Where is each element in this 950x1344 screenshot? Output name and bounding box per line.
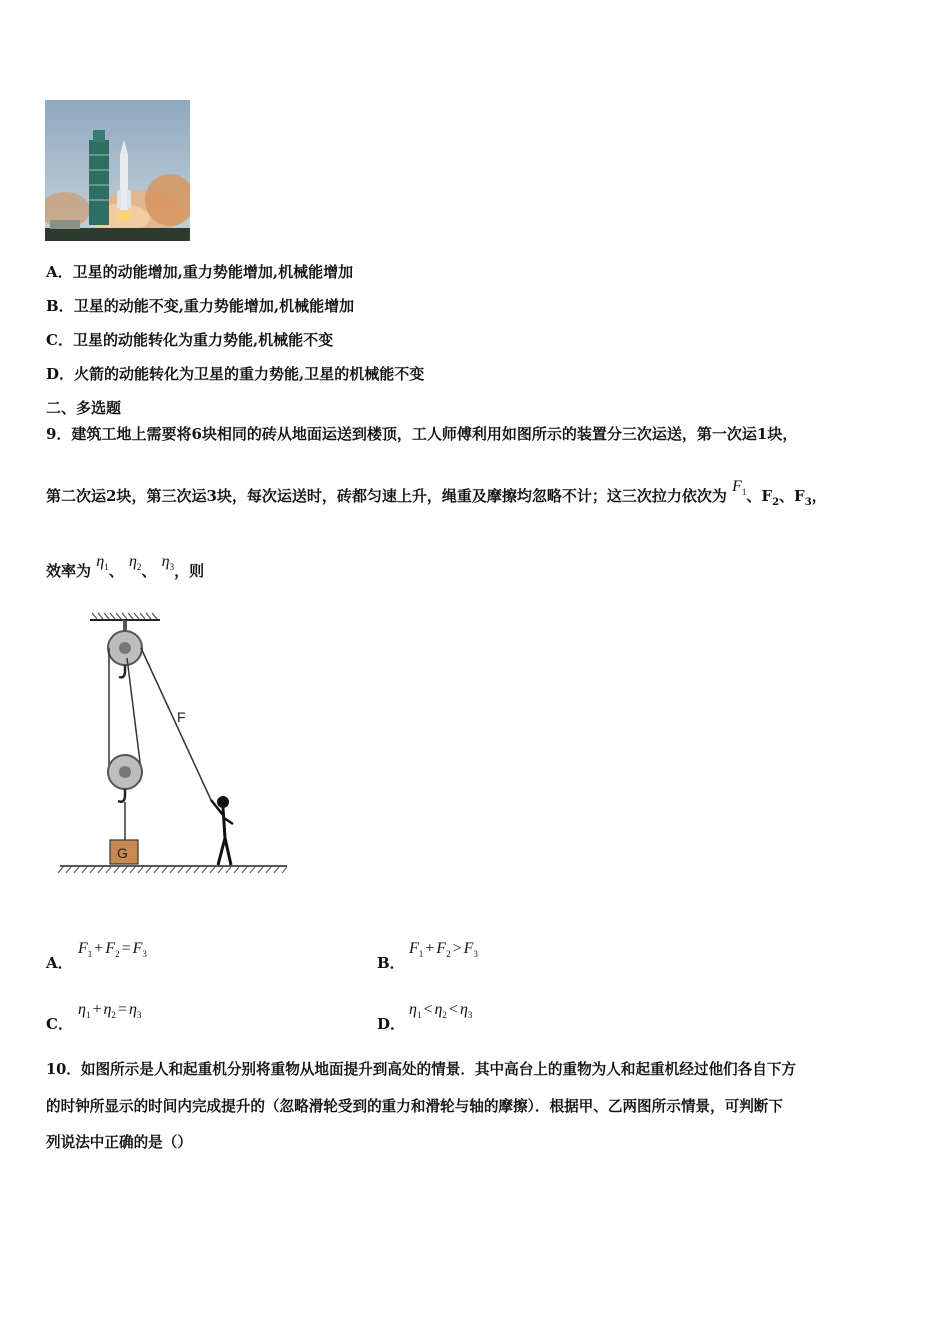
term-subscript: 2 bbox=[115, 949, 120, 960]
option-letter: C． bbox=[46, 1015, 73, 1033]
operator: < bbox=[423, 1001, 433, 1018]
question10-line2: 的时钟所显示的时间内完成提升的（忽略滑轮受到的重力和滑轮与轴的摩擦）．根据甲、乙两图所示情景，可判断下 bbox=[46, 1098, 783, 1115]
question9-line3 bbox=[46, 553, 205, 582]
term: η bbox=[128, 1001, 137, 1018]
term: η bbox=[409, 1001, 417, 1018]
rocket-launch-photo bbox=[45, 100, 190, 241]
eta-subscript: 1 bbox=[104, 562, 109, 573]
option-letter: A． bbox=[46, 954, 73, 972]
option-letter: C． bbox=[46, 331, 73, 349]
f1-subscript: 1 bbox=[741, 487, 747, 498]
eta2 bbox=[128, 553, 142, 573]
term: η bbox=[78, 1001, 86, 1018]
option-d bbox=[46, 363, 424, 384]
f3-subscript: 3 bbox=[804, 497, 812, 508]
f3-prefix: 、F bbox=[779, 487, 805, 505]
q9-option-a bbox=[46, 940, 376, 970]
option-c-expression bbox=[78, 1001, 141, 1020]
force-f1 bbox=[732, 478, 747, 498]
option-text: 卫星的动能不变,重力势能增加,机械能增加 bbox=[73, 297, 355, 315]
term: η bbox=[434, 1001, 443, 1018]
option-letter: B． bbox=[377, 954, 405, 972]
rocket-launch-illustration bbox=[45, 100, 190, 241]
weight-label: G bbox=[117, 845, 128, 861]
line2-end: ， bbox=[811, 487, 827, 505]
eta-subscript: 3 bbox=[169, 562, 175, 573]
question9-line2 bbox=[46, 478, 827, 508]
eta-symbol: η bbox=[96, 553, 105, 570]
eta-symbol: η bbox=[128, 553, 137, 570]
eta3 bbox=[161, 553, 175, 573]
term: η bbox=[459, 1001, 468, 1018]
eta-symbol: η bbox=[161, 553, 170, 570]
operator: > bbox=[452, 940, 462, 957]
section-title: 二、多选题 bbox=[46, 399, 122, 417]
term-subscript: 1 bbox=[416, 1010, 422, 1021]
term-subscript: 3 bbox=[136, 1010, 142, 1021]
efficiency-label: 效率为 bbox=[46, 562, 92, 580]
term-subscript: 3 bbox=[142, 949, 147, 960]
term-subscript: 2 bbox=[446, 949, 451, 960]
q9-option-b bbox=[377, 940, 707, 970]
term: F bbox=[463, 940, 474, 957]
term: F bbox=[132, 940, 143, 957]
option-d-expression bbox=[409, 1001, 472, 1020]
question9-line2-text: 第二次运2块，第三次运3块，每次运送时，砖都匀速上升，绳重及摩擦均忽略不计；这三次拉力依次为 bbox=[46, 487, 727, 505]
pulley-system-illustration bbox=[55, 610, 295, 875]
pulley-diagram bbox=[55, 610, 295, 875]
term-subscript: 3 bbox=[467, 1010, 473, 1021]
q9-option-c bbox=[46, 1001, 376, 1031]
operator: = bbox=[121, 940, 131, 957]
operator: + bbox=[94, 940, 104, 957]
term: η bbox=[103, 1001, 112, 1018]
f2-prefix: 、F bbox=[746, 487, 773, 505]
term-subscript: 1 bbox=[85, 1010, 91, 1021]
operator: + bbox=[425, 940, 435, 957]
f2-subscript: 2 bbox=[772, 497, 780, 508]
separator: 、 bbox=[108, 562, 124, 580]
term: F bbox=[436, 940, 447, 957]
option-a bbox=[46, 261, 353, 282]
operator: = bbox=[117, 1001, 127, 1018]
question10-line3: 列说法中正确的是（） bbox=[46, 1134, 192, 1151]
term: F bbox=[78, 940, 88, 957]
option-text: 火箭的动能转化为卫星的重力势能,卫星的机械能不变 bbox=[74, 365, 425, 383]
option-text: 卫星的动能增加,重力势能增加,机械能增加 bbox=[72, 263, 354, 281]
force-label: F bbox=[177, 709, 186, 725]
option-b bbox=[46, 295, 354, 316]
question10-line1: 10．如图所示是人和起重机分别将重物从地面提升到高处的情景．其中高台上的重物为人和起重机经过他们各自下方 bbox=[46, 1061, 797, 1078]
option-a-expression bbox=[78, 940, 147, 959]
term-subscript: 1 bbox=[418, 949, 424, 960]
option-letter: D． bbox=[377, 1015, 406, 1033]
question9-line1: 9．建筑工地上需要将6块相同的砖从地面运送到楼顶，工人师傅利用如图所示的装置分三次运送，第一次运1块， bbox=[46, 425, 798, 443]
option-c bbox=[46, 329, 333, 350]
term-subscript: 1 bbox=[87, 949, 93, 960]
term: F bbox=[105, 940, 116, 957]
operator: + bbox=[92, 1001, 102, 1018]
term-subscript: 3 bbox=[473, 949, 478, 960]
eta1 bbox=[96, 553, 109, 573]
option-letter: D． bbox=[46, 365, 75, 383]
option-letter: A． bbox=[46, 263, 73, 281]
term-subscript: 2 bbox=[442, 1010, 447, 1021]
separator: 、 bbox=[141, 562, 157, 580]
f1-symbol: F bbox=[732, 478, 742, 495]
operator: < bbox=[448, 1001, 458, 1018]
line3-end: ，则 bbox=[174, 562, 205, 580]
term: F bbox=[409, 940, 419, 957]
option-text: 卫星的动能转化为重力势能,机械能不变 bbox=[72, 331, 334, 349]
term-subscript: 2 bbox=[111, 1010, 116, 1021]
eta-subscript: 2 bbox=[136, 562, 142, 573]
option-b-expression bbox=[409, 940, 478, 959]
option-letter: B． bbox=[46, 297, 74, 315]
q9-option-d bbox=[377, 1001, 707, 1031]
